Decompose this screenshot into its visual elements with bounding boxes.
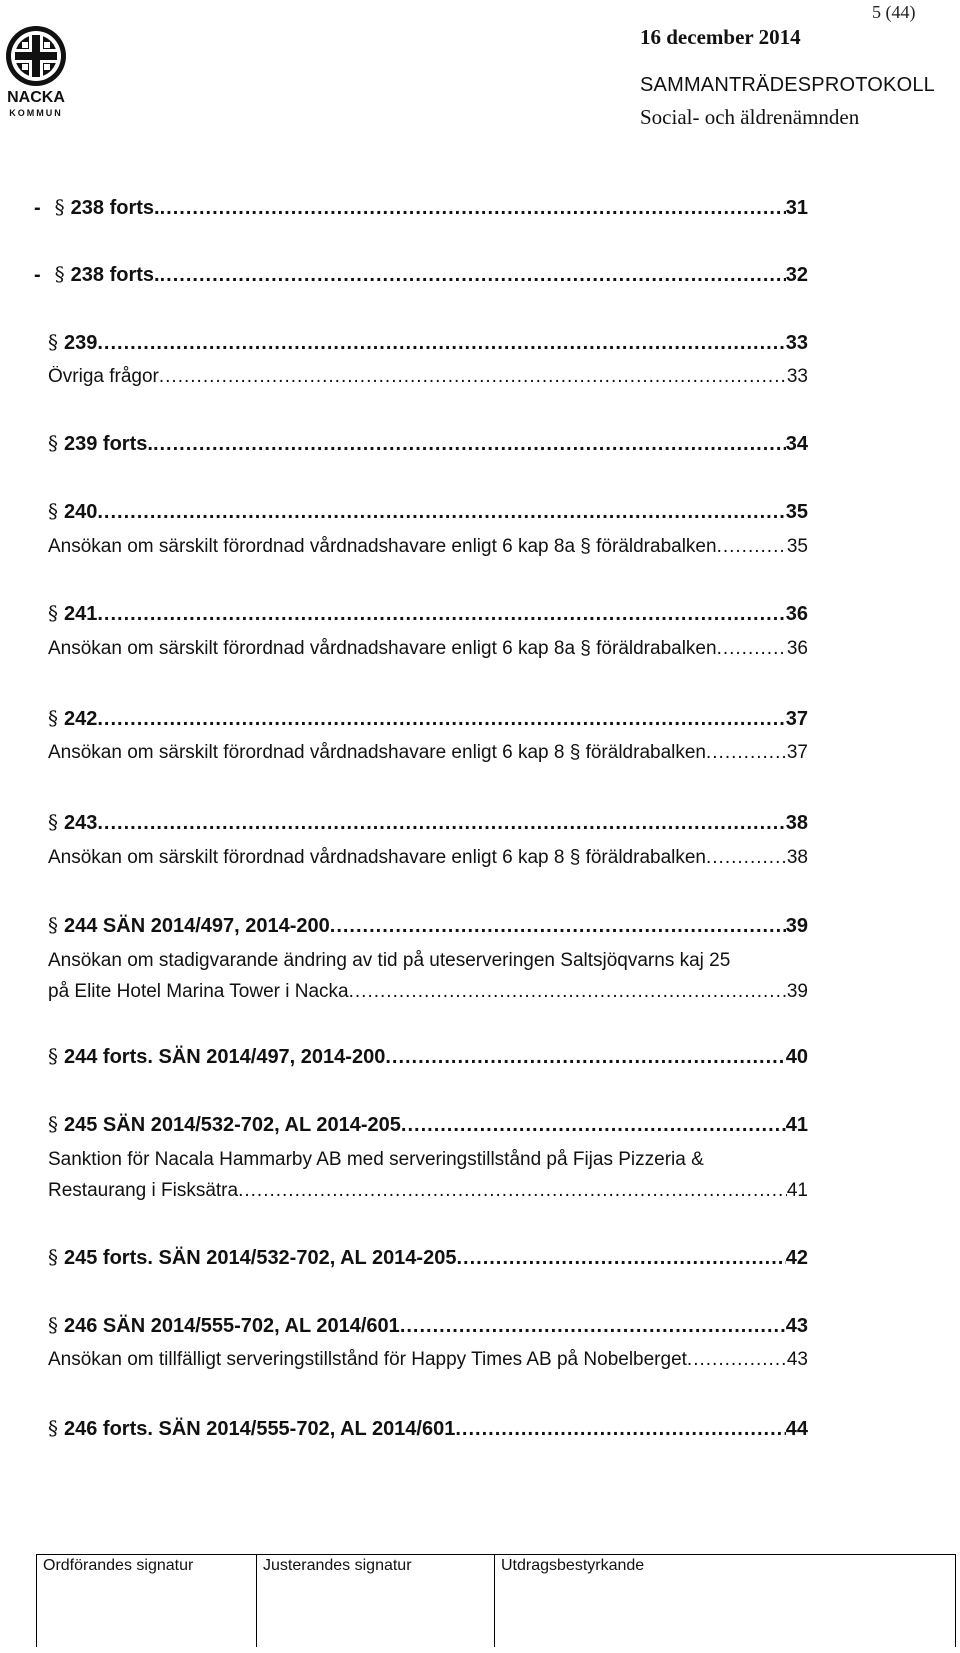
toc-entry[interactable] xyxy=(48,706,808,731)
toc-leader-dots xyxy=(160,197,786,220)
section-sign: § xyxy=(48,601,58,625)
toc-leader-dots xyxy=(330,915,786,938)
toc-page-number: 43 xyxy=(786,1349,808,1370)
toc-page-number: 42 xyxy=(785,1247,808,1269)
toc-title: 239 forts. xyxy=(64,433,153,455)
toc-text xyxy=(48,810,97,835)
toc-title: 246 SÄN 2014/555-702, AL 2014/601 xyxy=(64,1315,400,1337)
toc-page-number: 37 xyxy=(785,708,808,730)
toc-leader-dots xyxy=(97,603,785,626)
toc-page-number: 41 xyxy=(785,1114,808,1136)
toc-text xyxy=(48,536,717,558)
toc-prefix: - xyxy=(34,264,41,286)
toc-entry[interactable] xyxy=(48,1044,808,1069)
toc-leader-dots xyxy=(349,981,787,1003)
chair-signature-box: Ordförandes signatur xyxy=(36,1555,256,1647)
toc-entry[interactable] xyxy=(34,195,808,220)
toc-title: Övriga frågor xyxy=(48,366,159,387)
toc-text xyxy=(34,262,160,287)
toc-leader-dots xyxy=(97,708,785,731)
toc-entry[interactable] xyxy=(48,913,808,938)
toc-page-number: 38 xyxy=(785,812,808,834)
section-sign: § xyxy=(48,1313,58,1337)
toc-subentry[interactable] xyxy=(48,1149,808,1171)
toc-leader-dots xyxy=(706,742,787,764)
toc-text xyxy=(48,431,153,456)
toc-title: Ansökan om särskilt förordnad vårdnadshavare enligt 6 kap 8 § föräldrabalken xyxy=(48,742,706,763)
toc-title: Sanktion för Nacala Hammarby AB med serveringstillstånd på Fijas Pizzeria & xyxy=(48,1149,704,1170)
toc-page-number: 43 xyxy=(785,1315,808,1337)
section-sign: § xyxy=(48,1044,58,1068)
toc-title: 245 SÄN 2014/532-702, AL 2014-205 xyxy=(64,1114,401,1136)
section-sign: § xyxy=(48,1112,58,1136)
toc-subentry[interactable] xyxy=(48,950,808,972)
toc-text xyxy=(48,1149,704,1170)
toc-title: 244 SÄN 2014/497, 2014-200 xyxy=(64,915,330,937)
toc-subentry[interactable] xyxy=(48,742,808,764)
toc-entry[interactable] xyxy=(48,1245,808,1270)
toc-title: 245 forts. SÄN 2014/532-702, AL 2014-205 xyxy=(64,1247,457,1269)
toc-text xyxy=(48,1349,687,1371)
toc-title: 242 xyxy=(64,708,98,730)
toc-entry[interactable] xyxy=(48,499,808,524)
toc-title: 238 forts. xyxy=(70,197,160,219)
toc-text xyxy=(48,742,706,764)
toc-leader-dots xyxy=(97,501,785,524)
toc-title: Restaurang i Fisksätra xyxy=(48,1180,239,1201)
toc-entry[interactable] xyxy=(48,1313,808,1338)
toc-page-number: 31 xyxy=(785,197,808,219)
toc-page-number: 41 xyxy=(786,1180,808,1201)
toc-page-number: 44 xyxy=(785,1418,808,1440)
toc-text xyxy=(48,366,159,388)
toc-subentry[interactable] xyxy=(48,1349,808,1371)
toc-leader-dots xyxy=(456,1247,785,1270)
toc-text xyxy=(48,499,97,524)
toc-text xyxy=(48,981,349,1003)
toc-title: Ansökan om särskilt förordnad vårdnadshavare enligt 6 kap 8a § föräldrabalken xyxy=(48,638,717,659)
toc-title: Ansökan om särskilt förordnad vårdnadshavare enligt 6 kap 8a § föräldrabalken xyxy=(48,536,717,557)
toc-leader-dots xyxy=(153,433,786,456)
meeting-date: 16 december 2014 xyxy=(640,25,801,49)
toc-title: 246 forts. SÄN 2014/555-702, AL 2014/601 xyxy=(64,1418,456,1440)
page-number: 5 (44) xyxy=(872,2,916,22)
toc-page-number: 36 xyxy=(786,638,808,659)
nacka-kommun-logo xyxy=(0,22,80,132)
toc-page-number: 40 xyxy=(785,1046,808,1068)
toc-leader-dots xyxy=(401,1114,786,1137)
toc-text xyxy=(48,913,330,938)
toc-title: 244 forts. SÄN 2014/497, 2014-200 xyxy=(64,1046,386,1068)
toc-title: 243 xyxy=(64,812,98,834)
toc-subentry[interactable] xyxy=(48,638,808,660)
toc-subentry[interactable] xyxy=(48,981,808,1003)
toc-entry[interactable] xyxy=(48,1112,808,1137)
toc-text xyxy=(48,330,97,355)
toc-leader-dots xyxy=(97,332,785,355)
toc-leader-dots xyxy=(159,366,787,388)
section-sign: § xyxy=(48,330,58,354)
toc-entry[interactable] xyxy=(48,601,808,626)
toc-leader-dots xyxy=(238,1180,787,1202)
toc-leader-dots xyxy=(400,1315,786,1338)
toc-entry[interactable] xyxy=(48,431,808,456)
toc-leader-dots xyxy=(717,638,787,660)
toc-page-number: 32 xyxy=(785,264,808,286)
toc-text xyxy=(48,847,706,869)
section-sign: § xyxy=(48,913,58,937)
toc-text xyxy=(48,601,97,626)
certification-box: Utdragsbestyrkande xyxy=(494,1555,956,1647)
toc-text xyxy=(48,1416,455,1441)
section-sign: § xyxy=(48,1245,58,1269)
toc-title: 239 xyxy=(64,332,98,354)
toc-page-number: 38 xyxy=(786,847,808,868)
toc-page-number: 37 xyxy=(786,742,808,763)
logo-text-kommun: KOMMUN xyxy=(9,108,63,118)
toc-subentry[interactable] xyxy=(48,536,808,558)
toc-page-number: 34 xyxy=(785,433,808,455)
toc-entry[interactable] xyxy=(48,1416,808,1441)
toc-title: 238 forts. xyxy=(70,264,160,286)
toc-text xyxy=(48,1313,400,1338)
toc-leader-dots xyxy=(97,812,785,835)
toc-text xyxy=(48,706,97,731)
toc-subentry[interactable] xyxy=(48,1180,808,1202)
toc-page-number: 33 xyxy=(786,366,808,387)
toc-text xyxy=(48,1112,401,1137)
toc-text xyxy=(48,1245,456,1270)
section-sign: § xyxy=(48,810,58,834)
toc-text xyxy=(48,1044,385,1069)
toc-text xyxy=(34,195,160,220)
toc-text xyxy=(48,638,717,660)
logo-text-nacka: NACKA xyxy=(7,89,65,106)
section-sign: § xyxy=(48,1416,58,1440)
toc-leader-dots xyxy=(385,1046,785,1069)
section-sign: § xyxy=(48,706,58,730)
toc-entry[interactable] xyxy=(34,262,808,287)
toc-leader-dots xyxy=(455,1418,785,1441)
toc-leader-dots xyxy=(687,1349,787,1371)
section-sign: § xyxy=(48,499,58,523)
section-sign: § xyxy=(48,431,58,455)
toc-subentry[interactable] xyxy=(48,366,808,388)
toc-subentry[interactable] xyxy=(48,847,808,869)
toc-text xyxy=(48,1180,238,1202)
document-title: SAMMANTRÄDESPROTOKOLL xyxy=(640,74,936,96)
toc-entry[interactable] xyxy=(48,330,808,355)
signature-row xyxy=(36,1554,956,1647)
section-sign: § xyxy=(54,195,65,219)
toc-title: 240 xyxy=(64,501,98,523)
toc-page-number: 35 xyxy=(786,536,808,557)
toc-title: på Elite Hotel Marina Tower i Nacka xyxy=(48,981,349,1002)
toc-entry[interactable] xyxy=(48,810,808,835)
adjuster-signature-box: Justerandes signatur xyxy=(256,1555,494,1647)
toc-page-number: 35 xyxy=(785,501,808,523)
toc-text xyxy=(48,950,730,971)
toc-title: 241 xyxy=(64,603,98,625)
section-sign: § xyxy=(54,262,65,286)
committee-name: Social- och äldrenämnden xyxy=(640,105,860,129)
toc-leader-dots xyxy=(717,536,787,558)
toc-page-number: 33 xyxy=(785,332,808,354)
toc-page-number: 39 xyxy=(786,981,808,1002)
toc-leader-dots xyxy=(706,847,787,869)
toc-prefix: - xyxy=(34,197,41,219)
toc-page-number: 39 xyxy=(785,915,808,937)
toc-title: Ansökan om särskilt förordnad vårdnadshavare enligt 6 kap 8 § föräldrabalken xyxy=(48,847,706,868)
toc-leader-dots xyxy=(160,264,786,287)
toc-page-number: 36 xyxy=(785,603,808,625)
toc-title: Ansökan om stadigvarande ändring av tid på uteserveringen Saltsjöqvarns kaj 25 xyxy=(48,950,731,971)
toc-title: Ansökan om tillfälligt serveringstillstånd för Happy Times AB på Nobelberget xyxy=(48,1349,687,1370)
